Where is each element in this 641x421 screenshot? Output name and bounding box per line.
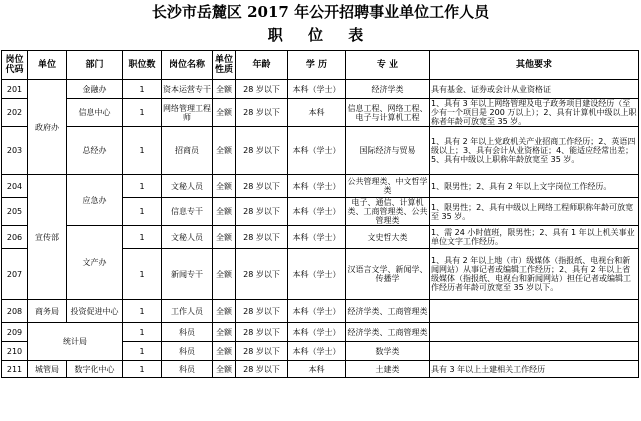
cell-age: 28 岁以下 [236, 175, 288, 198]
cell-count: 1 [123, 127, 162, 175]
cell-code: 207 [2, 249, 28, 300]
cell-age: 28 岁以下 [236, 99, 288, 127]
header-unit: 单位 [28, 51, 67, 80]
header-nature: 单位性质 [213, 51, 236, 80]
cell-name: 信息专干 [162, 198, 213, 226]
cell-name: 招商员 [162, 127, 213, 175]
cell-age: 28 岁以下 [236, 361, 288, 378]
cell-count: 1 [123, 80, 162, 99]
cell-count: 1 [123, 99, 162, 127]
header-major: 专 业 [346, 51, 430, 80]
cell-code: 201 [2, 80, 28, 99]
cell-major: 汉语言文学、新闻学、传播学 [346, 249, 430, 300]
cell-nature: 全额 [213, 361, 236, 378]
cell-nature: 全额 [213, 342, 236, 361]
header-count: 职位数 [123, 51, 162, 80]
cell-name: 科员 [162, 342, 213, 361]
cell-major: 公共管理类、中文哲学类 [346, 175, 430, 198]
cell-edu: 本科（学士） [288, 226, 346, 249]
cell-age: 28 岁以下 [236, 300, 288, 323]
cell-other [430, 342, 639, 361]
cell-name: 文秘人员 [162, 226, 213, 249]
cell-count: 1 [123, 198, 162, 226]
cell-age: 28 岁以下 [236, 80, 288, 99]
table-row [2, 127, 639, 175]
cell-edu: 本科（学士） [288, 323, 346, 342]
cell-age: 28 岁以下 [236, 249, 288, 300]
cell-nature: 全额 [213, 99, 236, 127]
cell-dept: 金融办 [67, 80, 123, 99]
cell-nature: 全额 [213, 175, 236, 198]
cell-major: 信息工程、网络工程、电子与计算机工程 [346, 99, 430, 127]
cell-code: 211 [2, 361, 28, 378]
cell-code: 210 [2, 342, 28, 361]
cell-name: 文秘人员 [162, 175, 213, 198]
cell-nature: 全额 [213, 300, 236, 323]
cell-edu: 本科 [288, 361, 346, 378]
cell-major: 电子、通信、计算机类、工商管理类、公共管理类 [347, 198, 428, 225]
cell-nature: 全额 [213, 249, 236, 300]
cell-age: 28 岁以下 [236, 323, 288, 342]
table-row [2, 323, 639, 342]
cell-nature: 全额 [213, 127, 236, 175]
cell-other: 具有基金、证券或会计从业资格证 [430, 80, 639, 99]
cell-other: 1、具有 2 年以上地（市）级媒体（指报纸、电视台和新闻网站）从事记者或编辑工作经历；2、具有 2 年以上省级媒体（指报纸、电视台和新闻网站）担任记者或编辑工作经历者年龄可放宽至 35 岁以下。 [430, 249, 639, 300]
cell-name: 工作人员 [162, 300, 213, 323]
cell-name: 科员 [162, 361, 213, 378]
header-row [2, 51, 639, 80]
cell-nature: 全额 [213, 80, 236, 99]
cell-age: 28 岁以下 [236, 198, 288, 226]
header-age: 年龄 [236, 51, 288, 80]
cell-unit: 政府办 [28, 80, 67, 175]
cell-unit: 城管局 [28, 361, 67, 378]
cell-name: 资本运营专干 [162, 80, 213, 99]
cell-major: 数学类 [346, 342, 430, 361]
cell-count: 1 [123, 249, 162, 300]
cell-code: 205 [2, 198, 28, 226]
cell-major: 经济学类、工商管理类 [346, 323, 430, 342]
cell-count: 1 [123, 226, 162, 249]
header-dept: 部门 [67, 51, 123, 80]
cell-edu: 本科（学士） [288, 342, 346, 361]
cell-edu: 本科（学士） [288, 300, 346, 323]
cell-code: 206 [2, 226, 28, 249]
cell-other: 1、限男性；2、具有 2 年以上文字岗位工作经历。 [430, 175, 639, 198]
cell-dept: 应急办 [67, 175, 123, 226]
cell-other: 具有 3 年以上土建相关工作经历 [430, 361, 639, 378]
cell-major: 文史哲大类 [346, 226, 430, 249]
cell-dept: 文产办 [67, 226, 123, 300]
cell-age: 28 岁以下 [236, 226, 288, 249]
cell-nature: 全额 [213, 198, 236, 226]
cell-edu: 本科（学士） [288, 80, 346, 99]
cell-nature: 全额 [213, 226, 236, 249]
cell-count: 1 [123, 175, 162, 198]
cell-edu: 本科（学士） [288, 127, 346, 175]
cell-nature: 全额 [213, 323, 236, 342]
cell-unit: 统计局 [28, 323, 123, 361]
cell-unit: 宣传部 [28, 175, 67, 300]
cell-other: 1、需 24 小时值班，限男性；2、具有 1 年以上机关事业单位文字工作经历。 [430, 226, 639, 249]
cell-other: 1、限男性；2、具有中级以上网络工程师职称年龄可放宽至 35 岁。 [430, 198, 639, 226]
cell-unit: 商务局 [28, 300, 67, 323]
cell-other [430, 300, 639, 323]
cell-name: 科员 [162, 323, 213, 342]
cell-dept: 信息中心 [67, 99, 123, 127]
cell-count: 1 [123, 342, 162, 361]
cell-major: 经济学类 [346, 80, 430, 99]
table-row [2, 99, 639, 127]
cell-code: 208 [2, 300, 28, 323]
cell-dept: 总经办 [67, 127, 123, 175]
cell-code: 202 [2, 99, 28, 127]
cell-major: 国际经济与贸易 [346, 127, 430, 175]
cell-code: 203 [2, 127, 28, 175]
header-edu: 学 历 [288, 51, 346, 80]
header-other: 其他要求 [430, 51, 639, 80]
table-row [2, 226, 639, 249]
cell-edu: 本科（学士） [288, 249, 346, 300]
cell-edu: 本科 [288, 99, 346, 127]
cell-count: 1 [123, 323, 162, 342]
cell-major: 经济学类、工商管理类 [346, 300, 430, 323]
table-row [2, 361, 639, 378]
page-title: 长沙市岳麓区 2017 年公开招聘事业单位工作人员 [151, 3, 490, 21]
cell-code: 209 [2, 323, 28, 342]
positions-table [1, 50, 639, 378]
cell-age: 28 岁以下 [236, 342, 288, 361]
cell-count: 1 [123, 361, 162, 378]
cell-edu: 本科（学士） [288, 198, 346, 226]
cell-dept: 数字化中心 [67, 361, 123, 378]
header-code: 岗位代码 [2, 51, 28, 80]
cell-major: 土建类 [346, 361, 430, 378]
table-row [2, 175, 639, 198]
cell-count: 1 [123, 300, 162, 323]
cell-other: 1、具有 2 年以上党政机关产业招商工作经历；2、英语四级以上；3、具有会计从业资格证；4、能适应经常出差；5、具有中级以上职称年龄放宽至 35 岁。 [430, 127, 639, 175]
cell-age: 28 岁以下 [236, 127, 288, 175]
cell-other [430, 323, 639, 342]
cell-name: 网络管理工程师 [162, 99, 213, 127]
cell-dept: 投资促进中心 [67, 300, 123, 323]
cell-other: 1、具有 3 年以上网络管理及电子政务项目建设经历（至少有一个项目是 200 万以上）；2、具有计算机中级以上职称者年龄可放宽至 35 岁。 [430, 99, 639, 127]
table-row [2, 80, 639, 99]
cell-code: 204 [2, 175, 28, 198]
cell-name: 新闻专干 [162, 249, 213, 300]
cell-edu: 本科（学士） [288, 175, 346, 198]
header-name: 岗位名称 [162, 51, 213, 80]
table-row [2, 300, 639, 323]
page-subtitle: 职 位 表 [267, 26, 374, 44]
